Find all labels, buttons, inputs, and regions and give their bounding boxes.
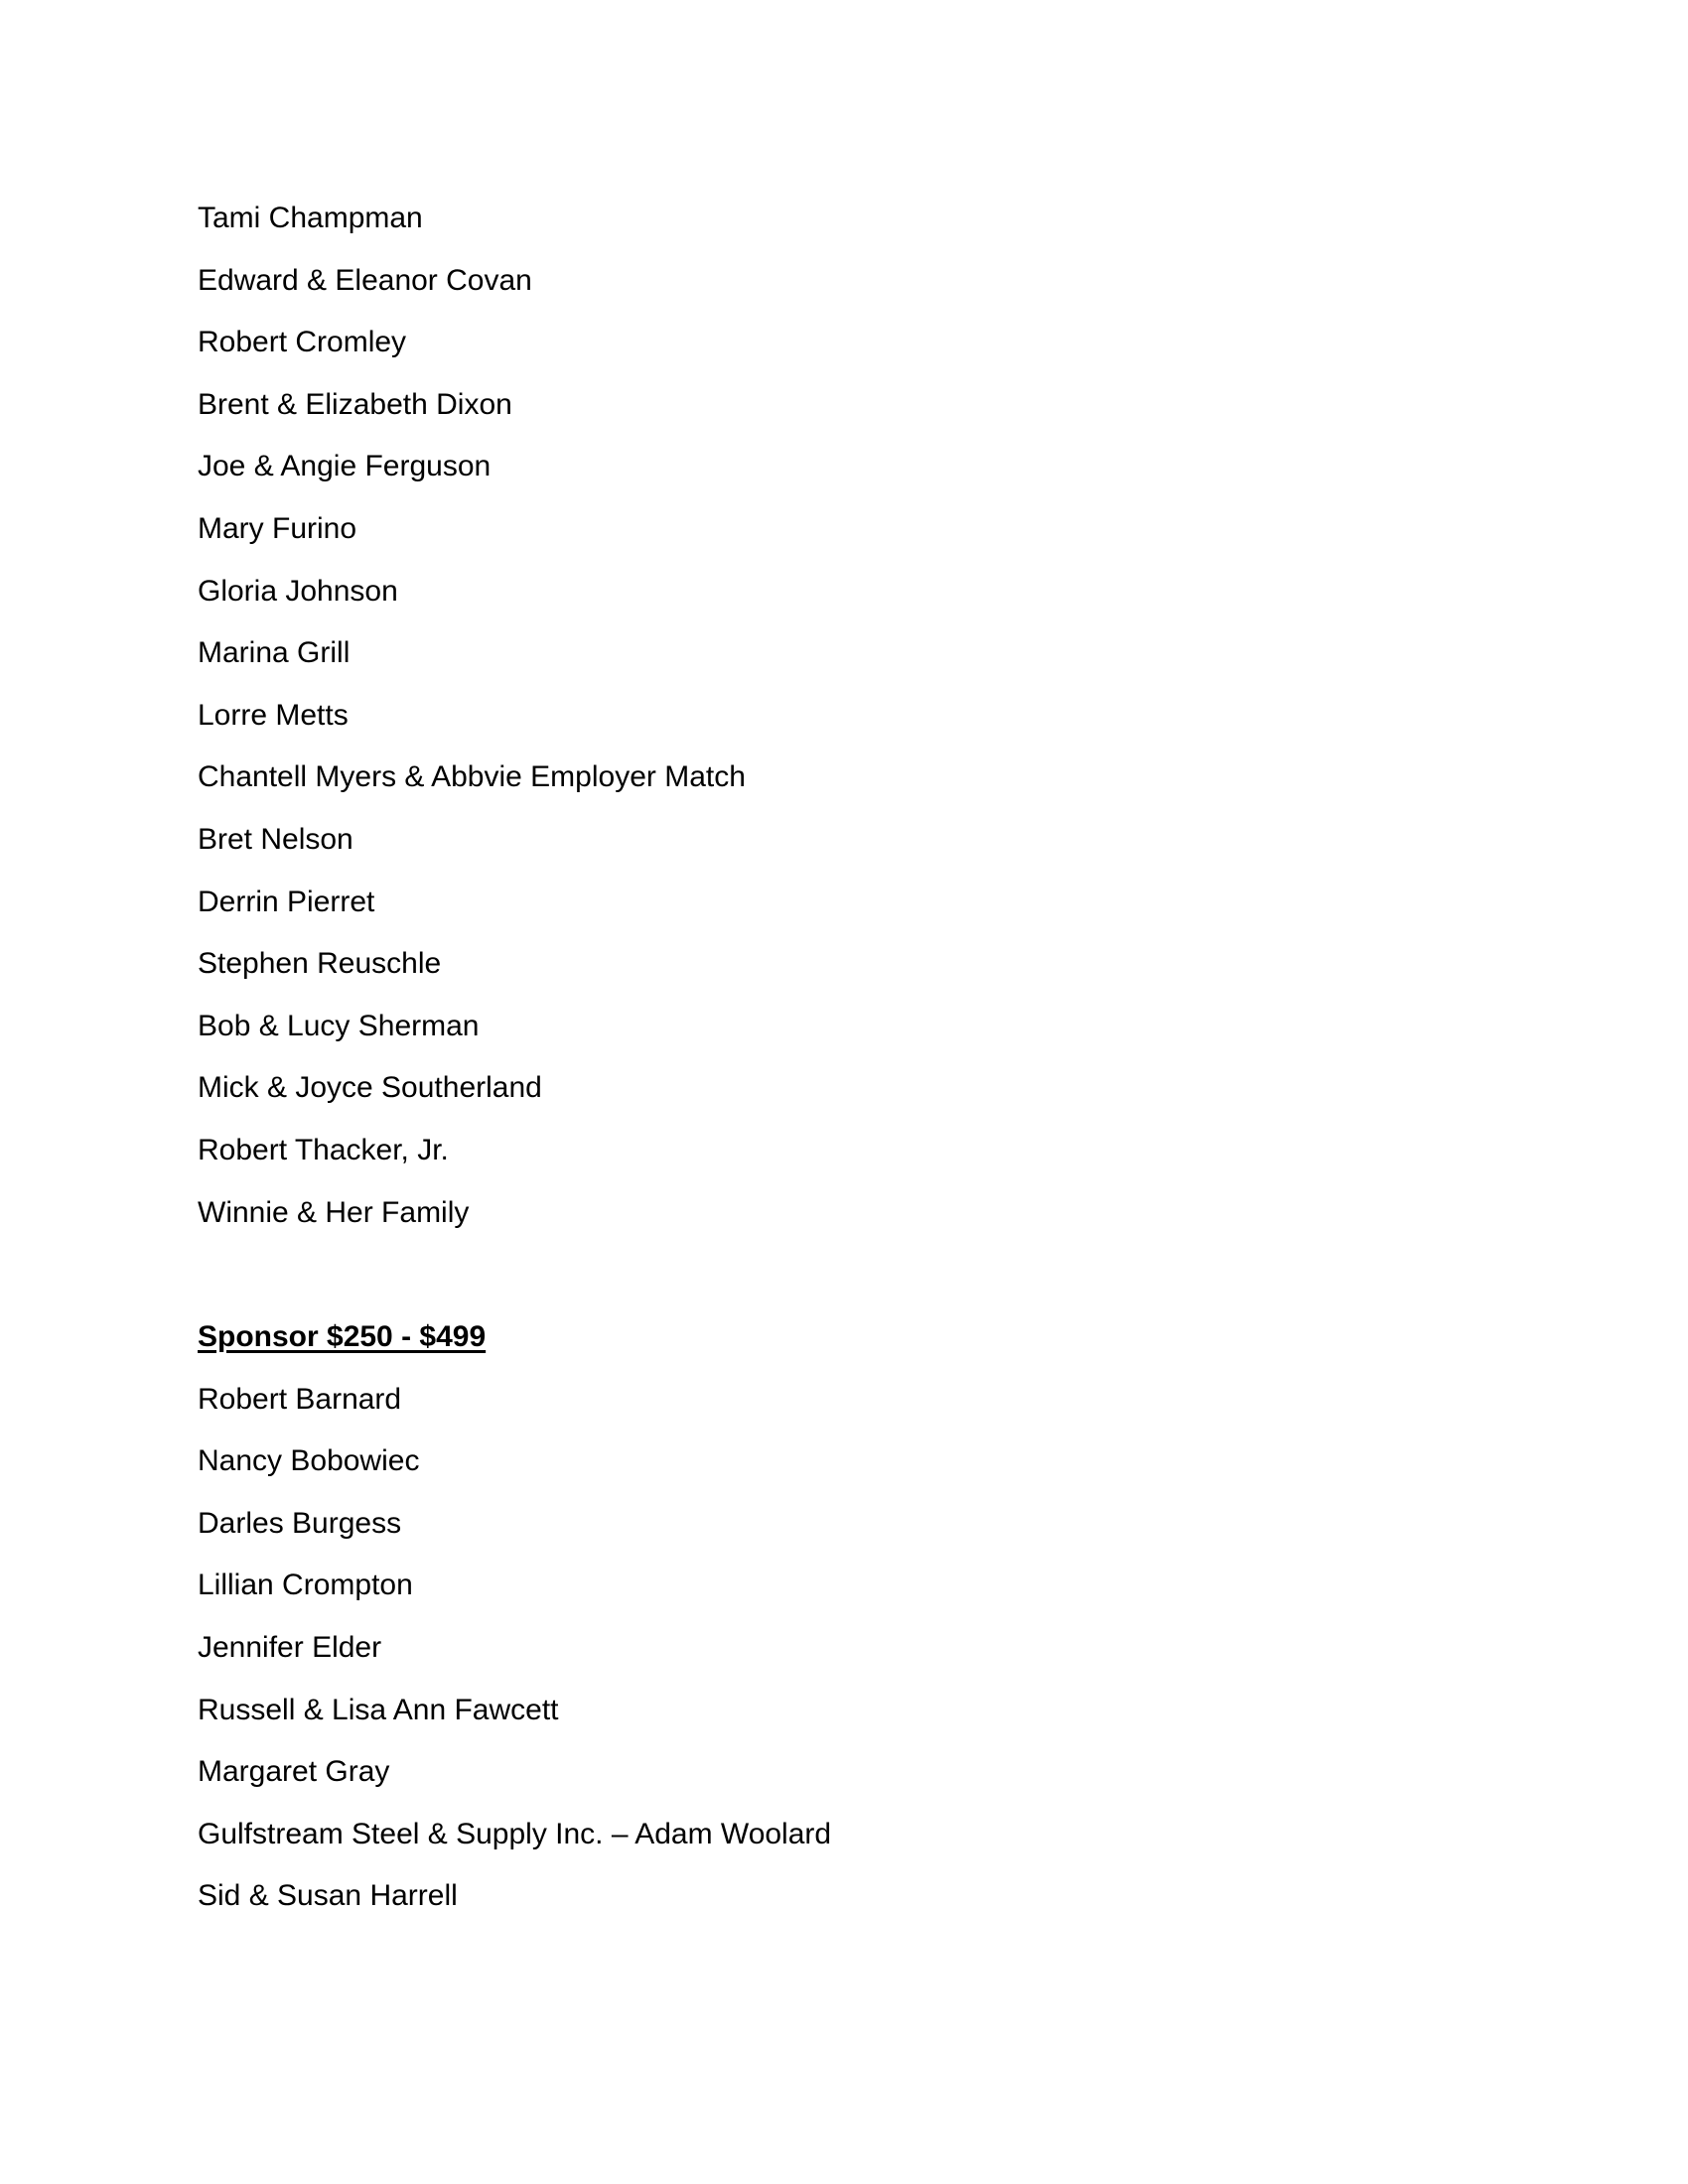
section-spacer: [198, 1251, 1488, 1313]
list-item: Joe & Angie Ferguson: [198, 450, 492, 483]
list-item: Lillian Crompton: [198, 1569, 413, 1602]
list-item: Gloria Johnson: [198, 574, 398, 608]
sponsor-section: [198, 1313, 1488, 1935]
list-item: Chantell Myers & Abbvie Employer Match: [198, 760, 746, 794]
list-item: Edward & Eleanor Covan: [198, 263, 532, 297]
list-item: Darles Burgess: [198, 1506, 402, 1540]
list-item: Mary Furino: [198, 511, 357, 545]
list-item: Bob & Lucy Sherman: [198, 1009, 480, 1042]
list-item: Marina Grill: [198, 636, 351, 670]
list-item: Gulfstream Steel & Supply Inc. – Adam Woolard: [198, 1817, 832, 1850]
list-item: Robert Cromley: [198, 326, 407, 359]
list-item: Mick & Joyce Southerland: [198, 1071, 542, 1105]
list-item: Russell & Lisa Ann Fawcett: [198, 1693, 559, 1726]
list-item: Margaret Gray: [198, 1755, 390, 1789]
list-item: Bret Nelson: [198, 822, 353, 856]
list-item: Derrin Pierret: [198, 885, 375, 918]
section-heading: Sponsor $250 - $499: [198, 1320, 487, 1354]
list-item: Jennifer Elder: [198, 1631, 382, 1665]
list-item: Stephen Reuschle: [198, 947, 442, 981]
donor-list-top: [198, 195, 1488, 1251]
document-page: [198, 195, 1488, 1935]
list-item: Lorre Metts: [198, 698, 349, 732]
list-item: Winnie & Her Family: [198, 1195, 470, 1229]
list-item: Tami Champman: [198, 202, 423, 234]
list-item: Robert Barnard: [198, 1382, 402, 1416]
list-item: Brent & Elizabeth Dixon: [198, 387, 512, 421]
list-item: Robert Thacker, Jr.: [198, 1133, 449, 1166]
list-item: Nancy Bobowiec: [198, 1444, 420, 1478]
list-item: Sid & Susan Harrell: [198, 1879, 458, 1913]
